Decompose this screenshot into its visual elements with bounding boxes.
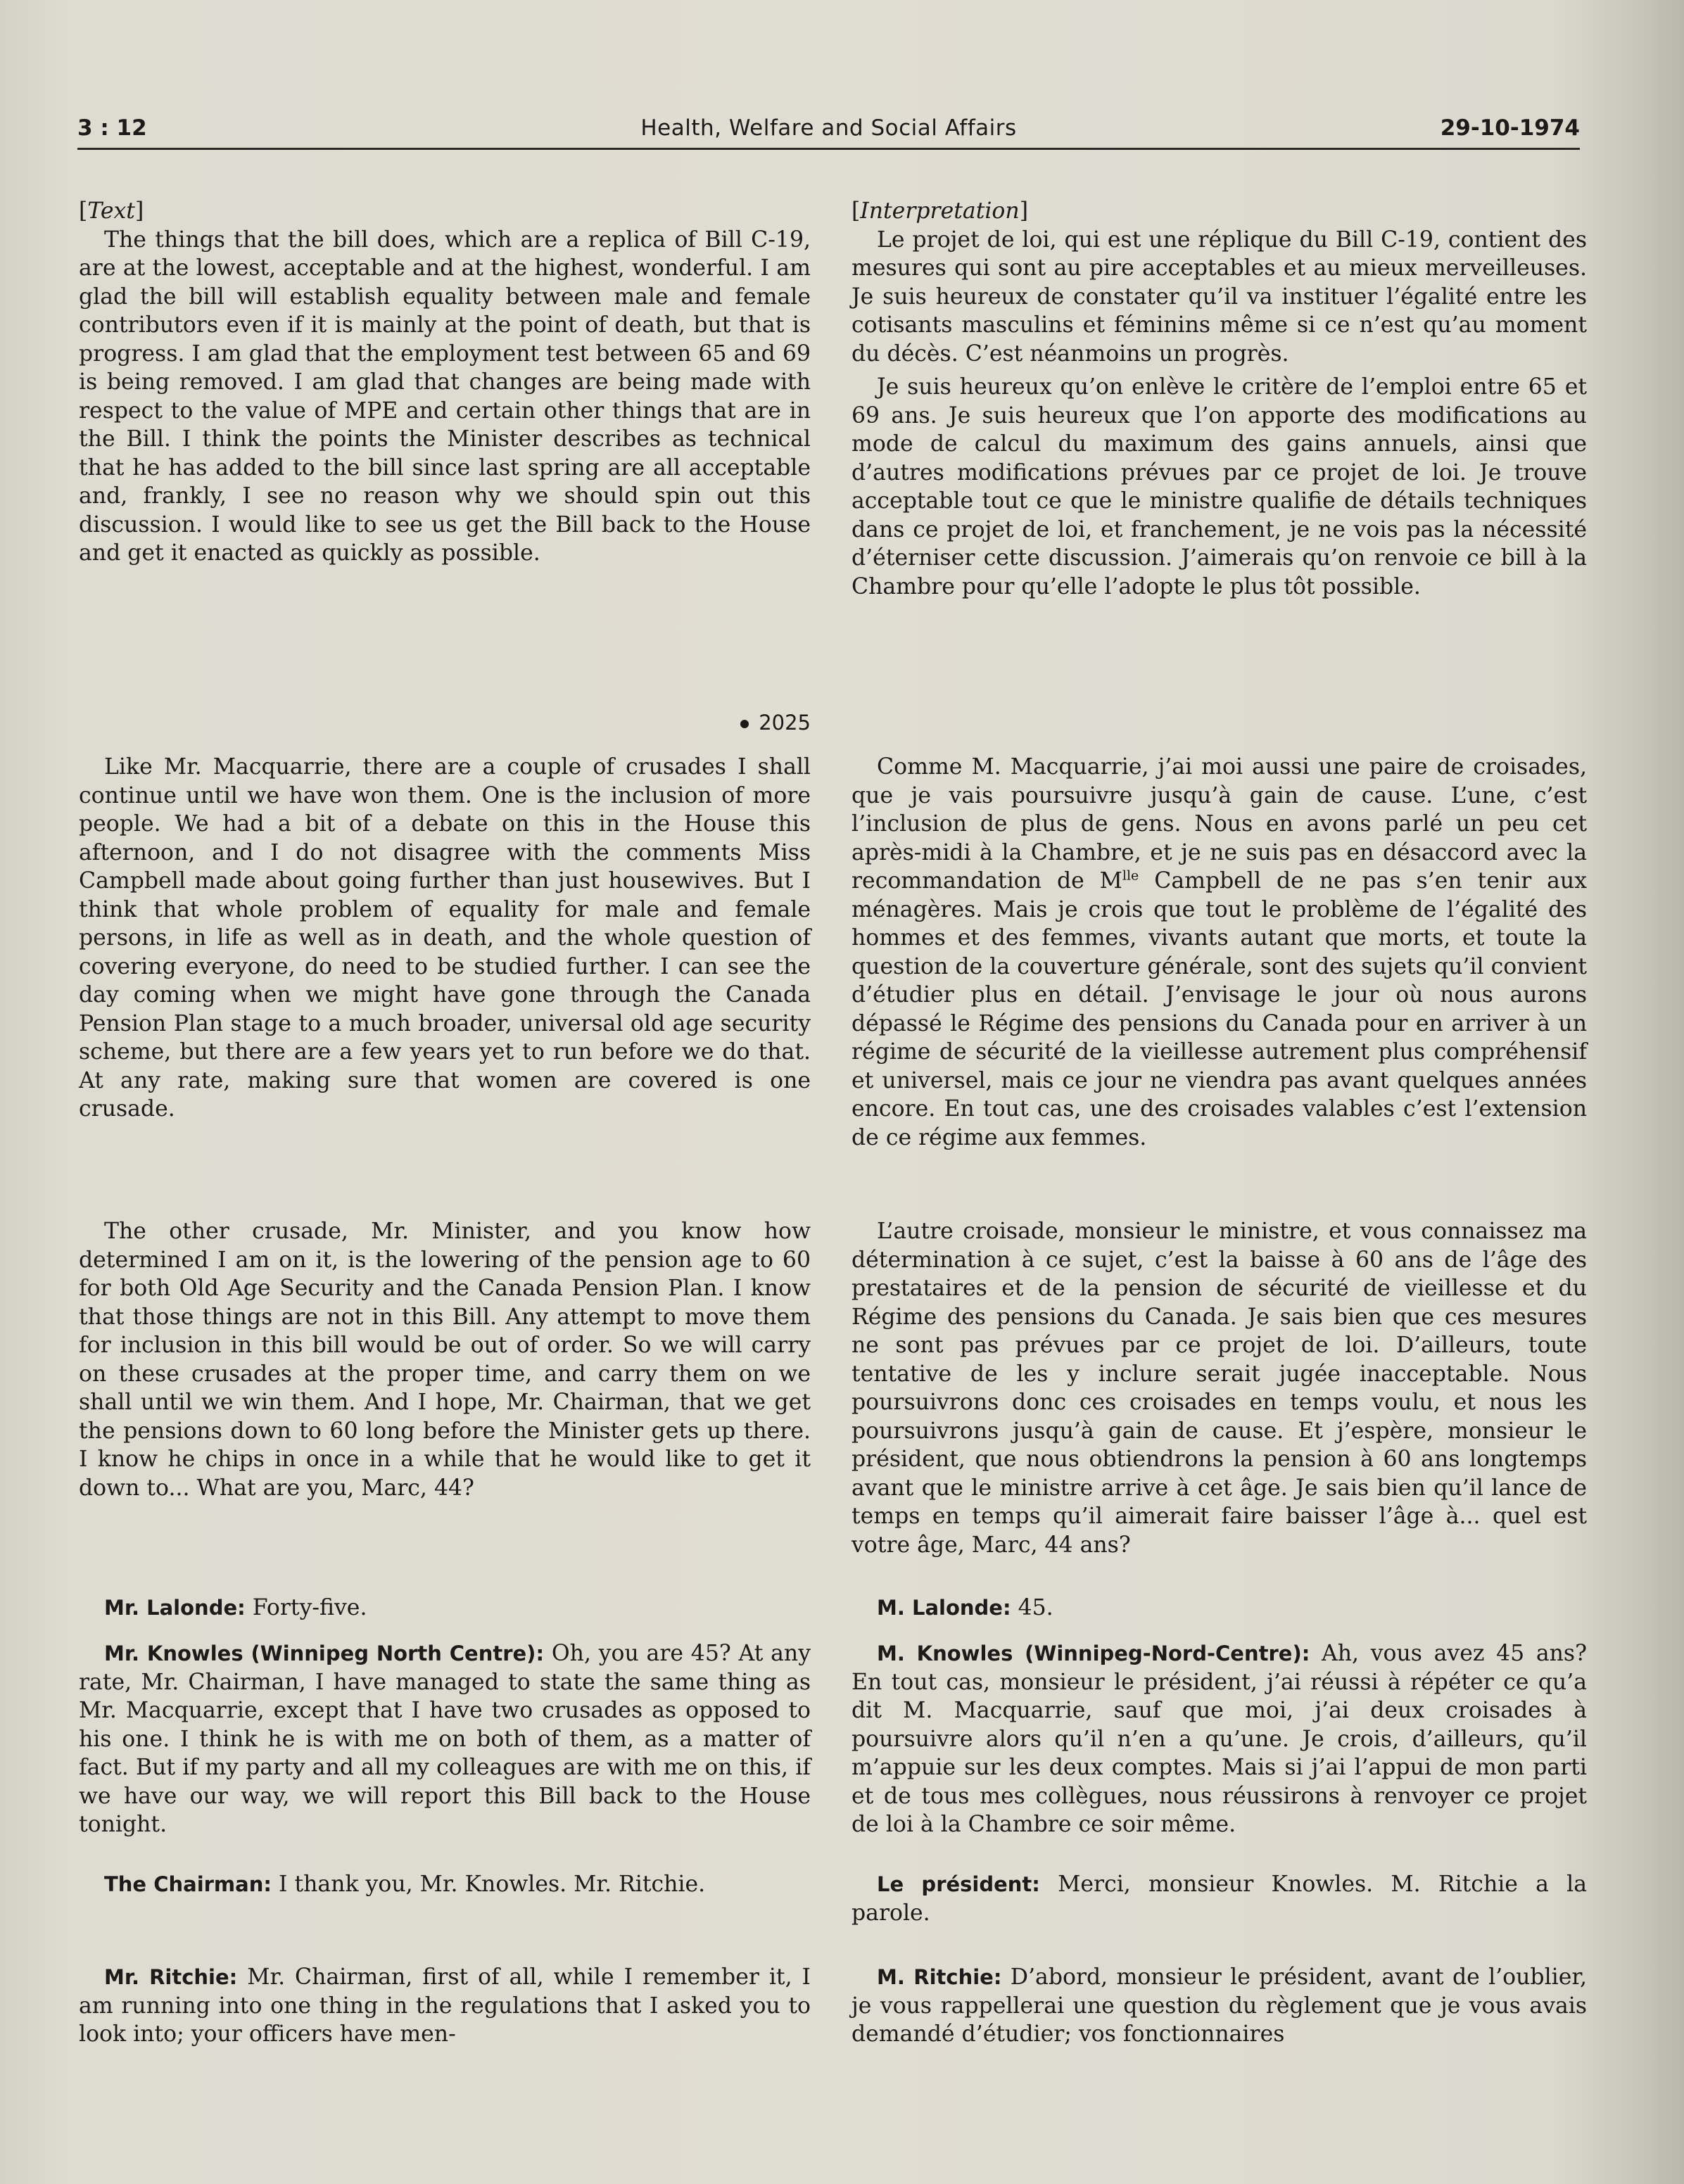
speaker-turn	[79, 1870, 811, 1899]
speaker-paragraph	[852, 1639, 1587, 1839]
time-marker-label: 2025	[759, 711, 811, 735]
paragraph-block	[852, 1217, 1587, 1559]
publication-title: Health, Welfare and Social Affairs	[640, 115, 1017, 141]
speaker-paragraph	[79, 1594, 811, 1623]
running-header	[77, 113, 1580, 150]
speaker-name: Mr. Lalonde:	[104, 1596, 246, 1620]
issue-date: 29-10-1974	[1440, 115, 1580, 141]
superscript: lle	[1122, 868, 1139, 884]
paragraph-part: Comme M. Macquarrie, j’ai moi aussi une paire de croisades, que je vais poursuivre jusqu’à gain de cause. L’une, c’est l’inclusion de plus de gens. Nous en avons parlé un peu cet après-midi à la Chambre, et je ne suis pas en désaccord avec la recommandation de M	[852, 754, 1587, 894]
speaker-turn	[852, 1594, 1587, 1623]
speech-text: Forty-five.	[252, 1595, 367, 1620]
paragraph-block	[852, 373, 1587, 601]
speech-text: Oh, you are 45? At any rate, Mr. Chairman, I have managed to state the same thing as Mr. Macquarrie, except that I have two crusades as opposed to his one. I think he is with me on both of them, as a matter of fact. But if my party and all my colleagues are with me on this, if we have our way, we will report this Bill back to the House tonight.	[79, 1641, 811, 1837]
text-tag-label: Text	[87, 198, 135, 224]
speaker-paragraph	[852, 1594, 1587, 1623]
speaker-paragraph	[79, 1963, 811, 2049]
paragraph-part: Campbell de ne pas s’en tenir aux ménagères. Mais je crois que tout le problème de l’égalité des hommes et des femmes, vivants autant que morts, et toute la question de la couverture générale, sont des sujets qu’il convient d’étudier plus en détail. J’envisage le jour où nous aurons dépassé le Régime des pensions du Canada pour en arriver à un régime de sécurité de la vieillesse autrement plus compréhensif et universel, mais ce jour ne viendra pas avant quelques années encore. En tout cas, une des croisades valables c’est l’extension de ce régime aux femmes.	[852, 868, 1587, 1150]
speaker-turn	[79, 1594, 811, 1623]
paragraph-block	[852, 753, 1587, 1152]
speaker-paragraph	[852, 1963, 1587, 2049]
speaker-name: Le président:	[877, 1872, 1040, 1896]
speech-text: 45.	[1018, 1595, 1053, 1620]
paragraph: The things that the bill does, which are a replica of Bill C-19, are at the lowest, acceptable and at the highest, wonderful. I am glad the bill will establish equality between male and female contributors even if it is mainly at the point of death, but that is progress. I am glad that the employment test between 65 and 69 is being removed. I am glad that changes are being made with respect to the value of MPE and certain other things that are in the Bill. I think the points the Minister describes as technical that he has added to the bill since last spring are all acceptable and, frankly, I see no reason why we should spin out this discussion. I would like to see us get the Bill back to the House and get it enacted as quickly as possible.	[79, 227, 811, 566]
paragraph-block	[79, 1217, 811, 1502]
speaker-turn	[852, 1639, 1587, 1839]
speaker-name: M. Lalonde:	[877, 1596, 1011, 1620]
page-number: 3 : 12	[77, 115, 147, 141]
interpretation-tag: [Interpretation]	[852, 198, 1028, 224]
speaker-turn	[79, 1963, 811, 2049]
paragraph: Le projet de loi, qui est une réplique du Bill C-19, contient des mesures qui sont au pire acceptables et au mieux merveilleuses. Je suis heureux de constater qu’il va instituer l’égalité entre les cotisants masculins et féminins même si ce n’est qu’au moment du décès. C’est néanmoins un progrès.	[852, 227, 1587, 367]
time-marker	[79, 709, 811, 737]
english-opening	[79, 197, 811, 568]
speaker-name: M. Knowles (Winnipeg-Nord-Centre):	[877, 1642, 1310, 1665]
speaker-turn	[852, 1963, 1587, 2049]
speech-text: Mr. Chairman, first of all, while I remember it, I am running into one thing in the regulations that I asked you to look into; your officers have men-	[79, 1964, 811, 2047]
interpretation-tag-label: Interpretation	[860, 198, 1020, 224]
speaker-paragraph	[852, 1870, 1587, 1927]
speaker-name: The Chairman:	[104, 1872, 272, 1896]
speaker-paragraph	[79, 1639, 811, 1839]
speaker-turn	[79, 1639, 811, 1839]
speaker-name: Mr. Knowles (Winnipeg North Centre):	[104, 1642, 545, 1665]
paragraph	[852, 753, 1587, 1152]
speech-text: I thank you, Mr. Knowles. Mr. Ritchie.	[278, 1872, 706, 1897]
paragraph: Je suis heureux qu’on enlève le critère de l’emploi entre 65 et 69 ans. Je suis heureux que l’on apporte des modifications au mode de calcul du maximum des gains annuels, ainsi que d’autres modifications prévues par ce projet de loi. Je trouve acceptable tout ce que le ministre qualifie de détails techniques dans ce projet de loi, et franchement, je ne vois pas la nécessité d’éterniser cette discussion. J’aimerais qu’on renvoie ce bill à la Chambre pour qu’elle l’adopte le plus tôt possible.	[852, 374, 1587, 599]
speaker-name: Mr. Ritchie:	[104, 1965, 238, 1989]
paragraph: L’autre croisade, monsieur le ministre, et vous connaissez ma détermination à ce sujet, c’est la baisse à 60 ans de l’âge des prestataires et de la pension de sécurité de vieillesse et du Régime des pensions du Canada. Je sais bien que ces mesures ne sont pas prévues par ce projet de loi. D’ailleurs, toute tentative de les y inclure serait jugée inacceptable. Nous poursuivrons donc ces croisades en temps voulu, et nous les poursuivrons jusqu’à gain de cause. Et j’espère, monsieur le président, que nous obtiendrons la pension à 60 ans longtemps avant que le ministre arrive à cet âge. Je sais bien qu’il lance de temps en temps qu’il aimerait faire baisser l’âge à... quel est votre âge, Marc, 44 ans?	[852, 1219, 1587, 1558]
paragraph-block	[79, 753, 811, 1124]
speech-text: Merci, monsieur Knowles. M. Ritchie a la parole.	[852, 1872, 1587, 1926]
french-opening	[852, 197, 1587, 368]
speaker-turn	[852, 1870, 1587, 1927]
paragraph: Like Mr. Macquarrie, there are a couple of crusades I shall continue until we have won them. One is the inclusion of more people. We had a bit of a debate on this in the House this afternoon, and I do not disagree with the comments Miss Campbell made about going further than just housewives. But I think that whole problem of equality for male and female persons, in life as well as in death, and the whole question of covering everyone, do need to be studied further. I can see the day coming when we might have gone through the Canada Pension Plan stage to a much broader, universal old age security scheme, but there are a few years yet to run before we do that. At any rate, making sure that women are covered is one crusade.	[79, 754, 811, 1122]
paragraph: The other crusade, Mr. Minister, and you know how determined I am on it, is the lowering of the pension age to 60 for both Old Age Security and the Canada Pension Plan. I know that those things are not in this Bill. Any attempt to move them for inclusion in this bill would be out of order. So we will carry on these crusades at the proper time, and carry them on we shall until we win them. And I hope, Mr. Chairman, that we get the pensions down to 60 long before the Minister gets up there. I know he chips in once in a while that he would like to get it down to... What are you, Marc, 44?	[79, 1219, 811, 1501]
speaker-name: M. Ritchie:	[877, 1965, 1002, 1989]
speech-text: D’abord, monsieur le président, avant de l’oublier, je vous rappellerai une question du règlement que je vous avais demandé d’étudier; vos fonctionnaires	[852, 1964, 1587, 2047]
speech-text: Ah, vous avez 45 ans? En tout cas, monsieur le président, j’ai réussi à répéter ce qu’a dit M. Macquarrie, sauf que moi, j’ai deux croisades à poursuivre alors qu’il n’en a qu’une. Je crois, d’ailleurs, qu’il m’appuie sur les deux comptes. Mais si j’ai l’appui de mon parti et de tous mes collègues, nous réussirons à renvoyer ce projet de loi à la Chambre ce soir même.	[852, 1641, 1587, 1837]
text-tag: [Text]	[79, 198, 144, 224]
bullet-icon	[740, 720, 749, 728]
speaker-paragraph	[79, 1870, 811, 1899]
